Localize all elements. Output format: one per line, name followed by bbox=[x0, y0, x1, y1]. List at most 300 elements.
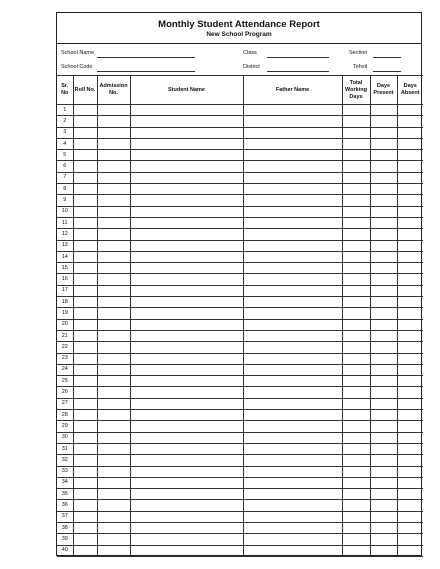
header-divider bbox=[57, 43, 421, 44]
total-working-days-cell[interactable] bbox=[342, 274, 370, 285]
father-name-cell[interactable] bbox=[243, 319, 342, 330]
father-name-cell[interactable] bbox=[243, 342, 342, 353]
roll-no-cell[interactable] bbox=[73, 545, 97, 556]
days-absent-cell[interactable] bbox=[397, 364, 423, 375]
days-present-cell[interactable] bbox=[370, 206, 397, 217]
student-name-cell[interactable] bbox=[130, 274, 243, 285]
student-name-cell[interactable] bbox=[130, 297, 243, 308]
table-row bbox=[57, 161, 423, 172]
father-name-cell[interactable] bbox=[243, 195, 342, 206]
total-working-days-cell[interactable] bbox=[342, 319, 370, 330]
admission-no-cell[interactable] bbox=[97, 443, 130, 454]
father-name-cell[interactable] bbox=[243, 534, 342, 545]
student-name-cell[interactable] bbox=[130, 522, 243, 533]
admission-no-cell[interactable] bbox=[97, 342, 130, 353]
days-present-cell[interactable] bbox=[370, 364, 397, 375]
father-name-cell[interactable] bbox=[243, 127, 342, 138]
total-working-days-cell[interactable] bbox=[342, 127, 370, 138]
days-absent-cell[interactable] bbox=[397, 455, 423, 466]
roll-no-cell[interactable] bbox=[73, 240, 97, 251]
student-name-cell[interactable] bbox=[130, 127, 243, 138]
total-working-days-cell[interactable] bbox=[342, 116, 370, 127]
father-name-cell[interactable] bbox=[243, 138, 342, 149]
admission-no-cell[interactable] bbox=[97, 184, 130, 195]
days-present-cell[interactable] bbox=[370, 172, 397, 183]
student-name-cell[interactable] bbox=[130, 443, 243, 454]
days-present-cell[interactable] bbox=[370, 116, 397, 127]
days-absent-cell[interactable] bbox=[397, 240, 423, 251]
days-absent-cell[interactable] bbox=[397, 308, 423, 319]
father-name-cell[interactable] bbox=[243, 500, 342, 511]
days-present-cell[interactable] bbox=[370, 545, 397, 556]
admission-no-cell[interactable] bbox=[97, 330, 130, 341]
days-absent-cell[interactable] bbox=[397, 319, 423, 330]
father-name-cell[interactable] bbox=[243, 353, 342, 364]
days-absent-cell[interactable] bbox=[397, 138, 423, 149]
student-name-cell[interactable] bbox=[130, 432, 243, 443]
roll-no-cell[interactable] bbox=[73, 522, 97, 533]
admission-no-cell[interactable] bbox=[97, 195, 130, 206]
admission-no-cell[interactable] bbox=[97, 398, 130, 409]
roll-no-cell[interactable] bbox=[73, 297, 97, 308]
roll-no-cell[interactable] bbox=[73, 127, 97, 138]
student-name-cell[interactable] bbox=[130, 489, 243, 500]
admission-no-cell[interactable] bbox=[97, 534, 130, 545]
days-absent-cell[interactable] bbox=[397, 534, 423, 545]
days-absent-cell[interactable] bbox=[397, 184, 423, 195]
roll-no-cell[interactable] bbox=[73, 477, 97, 488]
father-name-cell[interactable] bbox=[243, 330, 342, 341]
student-name-cell[interactable] bbox=[130, 500, 243, 511]
total-working-days-cell[interactable] bbox=[342, 184, 370, 195]
table-row bbox=[57, 455, 423, 466]
school-code-field[interactable] bbox=[97, 71, 195, 72]
days-present-cell[interactable] bbox=[370, 150, 397, 161]
father-name-cell[interactable] bbox=[243, 308, 342, 319]
days-present-cell[interactable] bbox=[370, 376, 397, 387]
days-absent-cell[interactable] bbox=[397, 398, 423, 409]
total-working-days-cell[interactable] bbox=[342, 217, 370, 228]
father-name-cell[interactable] bbox=[243, 466, 342, 477]
days-absent-cell[interactable] bbox=[397, 477, 423, 488]
roll-no-cell[interactable] bbox=[73, 410, 97, 421]
total-working-days-cell[interactable] bbox=[342, 330, 370, 341]
days-absent-cell[interactable] bbox=[397, 421, 423, 432]
table-row bbox=[57, 342, 423, 353]
days-absent-cell[interactable] bbox=[397, 545, 423, 556]
total-working-days-cell[interactable] bbox=[342, 251, 370, 262]
days-present-cell[interactable] bbox=[370, 534, 397, 545]
days-present-cell[interactable] bbox=[370, 263, 397, 274]
admission-no-cell[interactable] bbox=[97, 161, 130, 172]
father-name-cell[interactable] bbox=[243, 511, 342, 522]
roll-no-cell[interactable] bbox=[73, 443, 97, 454]
days-present-cell[interactable] bbox=[370, 410, 397, 421]
sr-no-cell: 38 bbox=[57, 522, 73, 533]
total-working-days-cell[interactable] bbox=[342, 466, 370, 477]
days-absent-cell[interactable] bbox=[397, 206, 423, 217]
days-absent-cell[interactable] bbox=[397, 500, 423, 511]
student-name-cell[interactable] bbox=[130, 330, 243, 341]
student-name-cell[interactable] bbox=[130, 184, 243, 195]
roll-no-cell[interactable] bbox=[73, 319, 97, 330]
days-present-cell[interactable] bbox=[370, 342, 397, 353]
total-working-days-cell[interactable] bbox=[342, 432, 370, 443]
student-name-cell[interactable] bbox=[130, 410, 243, 421]
total-working-days-cell[interactable] bbox=[342, 172, 370, 183]
total-working-days-cell[interactable] bbox=[342, 398, 370, 409]
admission-no-cell[interactable] bbox=[97, 138, 130, 149]
student-name-cell[interactable] bbox=[130, 466, 243, 477]
student-name-cell[interactable] bbox=[130, 353, 243, 364]
admission-no-cell[interactable] bbox=[97, 387, 130, 398]
total-working-days-cell[interactable] bbox=[342, 353, 370, 364]
student-name-cell[interactable] bbox=[130, 342, 243, 353]
days-present-cell[interactable] bbox=[370, 105, 397, 116]
days-present-cell[interactable] bbox=[370, 217, 397, 228]
total-working-days-cell[interactable] bbox=[342, 545, 370, 556]
roll-no-cell[interactable] bbox=[73, 421, 97, 432]
father-name-cell[interactable] bbox=[243, 274, 342, 285]
total-working-days-cell[interactable] bbox=[342, 376, 370, 387]
admission-no-cell[interactable] bbox=[97, 285, 130, 296]
days-absent-cell[interactable] bbox=[397, 443, 423, 454]
student-name-cell[interactable] bbox=[130, 161, 243, 172]
days-absent-cell[interactable] bbox=[397, 489, 423, 500]
student-name-cell[interactable] bbox=[130, 477, 243, 488]
total-working-days-cell[interactable] bbox=[342, 150, 370, 161]
student-name-cell[interactable] bbox=[130, 285, 243, 296]
father-name-cell[interactable] bbox=[243, 150, 342, 161]
father-name-cell[interactable] bbox=[243, 184, 342, 195]
total-working-days-cell[interactable] bbox=[342, 489, 370, 500]
father-name-cell[interactable] bbox=[243, 105, 342, 116]
days-absent-cell[interactable] bbox=[397, 342, 423, 353]
days-absent-cell[interactable] bbox=[397, 195, 423, 206]
student-name-cell[interactable] bbox=[130, 172, 243, 183]
student-name-cell[interactable] bbox=[130, 206, 243, 217]
father-name-cell[interactable] bbox=[243, 443, 342, 454]
days-absent-cell[interactable] bbox=[397, 161, 423, 172]
father-name-cell[interactable] bbox=[243, 263, 342, 274]
days-present-cell[interactable] bbox=[370, 443, 397, 454]
admission-no-cell[interactable] bbox=[97, 240, 130, 251]
total-working-days-cell[interactable] bbox=[342, 195, 370, 206]
total-working-days-cell[interactable] bbox=[342, 443, 370, 454]
admission-no-cell[interactable] bbox=[97, 116, 130, 127]
days-present-cell[interactable] bbox=[370, 500, 397, 511]
admission-no-cell[interactable] bbox=[97, 432, 130, 443]
father-name-cell[interactable] bbox=[243, 116, 342, 127]
father-name-cell[interactable] bbox=[243, 297, 342, 308]
father-name-cell[interactable] bbox=[243, 410, 342, 421]
total-working-days-cell[interactable] bbox=[342, 387, 370, 398]
student-name-cell[interactable] bbox=[130, 138, 243, 149]
roll-no-cell[interactable] bbox=[73, 274, 97, 285]
days-absent-cell[interactable] bbox=[397, 251, 423, 262]
days-absent-cell[interactable] bbox=[397, 432, 423, 443]
father-name-cell[interactable] bbox=[243, 455, 342, 466]
table-row bbox=[57, 466, 423, 477]
total-working-days-cell[interactable] bbox=[342, 534, 370, 545]
roll-no-cell[interactable] bbox=[73, 387, 97, 398]
admission-no-cell[interactable] bbox=[97, 466, 130, 477]
roll-no-cell[interactable] bbox=[73, 500, 97, 511]
roll-no-cell[interactable] bbox=[73, 116, 97, 127]
student-name-cell[interactable] bbox=[130, 308, 243, 319]
days-present-cell[interactable] bbox=[370, 477, 397, 488]
roll-no-cell[interactable] bbox=[73, 195, 97, 206]
roll-no-cell[interactable] bbox=[73, 285, 97, 296]
father-name-cell[interactable] bbox=[243, 432, 342, 443]
days-present-cell[interactable] bbox=[370, 455, 397, 466]
total-working-days-cell[interactable] bbox=[342, 240, 370, 251]
father-name-cell[interactable] bbox=[243, 398, 342, 409]
days-present-cell[interactable] bbox=[370, 161, 397, 172]
father-name-cell[interactable] bbox=[243, 545, 342, 556]
days-present-cell[interactable] bbox=[370, 319, 397, 330]
student-name-cell[interactable] bbox=[130, 398, 243, 409]
days-present-cell[interactable] bbox=[370, 466, 397, 477]
admission-no-cell[interactable] bbox=[97, 150, 130, 161]
admission-no-cell[interactable] bbox=[97, 172, 130, 183]
days-absent-cell[interactable] bbox=[397, 127, 423, 138]
student-name-cell[interactable] bbox=[130, 116, 243, 127]
father-name-cell[interactable] bbox=[243, 206, 342, 217]
father-name-cell[interactable] bbox=[243, 522, 342, 533]
days-present-cell[interactable] bbox=[370, 297, 397, 308]
roll-no-cell[interactable] bbox=[73, 229, 97, 240]
student-name-cell[interactable] bbox=[130, 387, 243, 398]
father-name-cell[interactable] bbox=[243, 421, 342, 432]
table-row bbox=[57, 477, 423, 488]
roll-no-cell[interactable] bbox=[73, 364, 97, 375]
admission-no-cell[interactable] bbox=[97, 477, 130, 488]
father-name-cell[interactable] bbox=[243, 285, 342, 296]
days-absent-cell[interactable] bbox=[397, 376, 423, 387]
roll-no-cell[interactable] bbox=[73, 398, 97, 409]
father-name-cell[interactable] bbox=[243, 387, 342, 398]
student-name-cell[interactable] bbox=[130, 195, 243, 206]
student-name-cell[interactable] bbox=[130, 364, 243, 375]
roll-no-cell[interactable] bbox=[73, 206, 97, 217]
student-name-cell[interactable] bbox=[130, 319, 243, 330]
admission-no-cell[interactable] bbox=[97, 455, 130, 466]
roll-no-cell[interactable] bbox=[73, 455, 97, 466]
admission-no-cell[interactable] bbox=[97, 489, 130, 500]
father-name-cell[interactable] bbox=[243, 172, 342, 183]
roll-no-cell[interactable] bbox=[73, 263, 97, 274]
days-absent-cell[interactable] bbox=[397, 511, 423, 522]
days-absent-cell[interactable] bbox=[397, 116, 423, 127]
roll-no-cell[interactable] bbox=[73, 511, 97, 522]
total-working-days-cell[interactable] bbox=[342, 342, 370, 353]
days-present-cell[interactable] bbox=[370, 240, 397, 251]
father-name-cell[interactable] bbox=[243, 477, 342, 488]
roll-no-cell[interactable] bbox=[73, 172, 97, 183]
days-absent-cell[interactable] bbox=[397, 466, 423, 477]
tehsil-label: Tehsil bbox=[353, 64, 368, 70]
days-present-cell[interactable] bbox=[370, 432, 397, 443]
total-working-days-cell[interactable] bbox=[342, 308, 370, 319]
student-name-cell[interactable] bbox=[130, 534, 243, 545]
admission-no-cell[interactable] bbox=[97, 206, 130, 217]
total-working-days-cell[interactable] bbox=[342, 263, 370, 274]
days-absent-cell[interactable] bbox=[397, 410, 423, 421]
student-name-cell[interactable] bbox=[130, 229, 243, 240]
admission-no-cell[interactable] bbox=[97, 545, 130, 556]
days-present-cell[interactable] bbox=[370, 511, 397, 522]
admission-no-cell[interactable] bbox=[97, 353, 130, 364]
days-present-cell[interactable] bbox=[370, 184, 397, 195]
days-present-cell[interactable] bbox=[370, 330, 397, 341]
roll-no-cell[interactable] bbox=[73, 432, 97, 443]
student-name-cell[interactable] bbox=[130, 251, 243, 262]
total-working-days-cell[interactable] bbox=[342, 105, 370, 116]
student-name-cell[interactable] bbox=[130, 455, 243, 466]
father-name-cell[interactable] bbox=[243, 217, 342, 228]
father-name-cell[interactable] bbox=[243, 364, 342, 375]
total-working-days-cell[interactable] bbox=[342, 421, 370, 432]
admission-no-cell[interactable] bbox=[97, 511, 130, 522]
days-present-cell[interactable] bbox=[370, 138, 397, 149]
father-name-cell[interactable] bbox=[243, 251, 342, 262]
days-absent-cell[interactable] bbox=[397, 263, 423, 274]
sr-no-cell: 6 bbox=[57, 161, 73, 172]
days-absent-cell[interactable] bbox=[397, 522, 423, 533]
total-working-days-cell[interactable] bbox=[342, 161, 370, 172]
total-working-days-cell[interactable] bbox=[342, 138, 370, 149]
total-working-days-cell[interactable] bbox=[342, 206, 370, 217]
admission-no-cell[interactable] bbox=[97, 127, 130, 138]
roll-no-cell[interactable] bbox=[73, 466, 97, 477]
days-present-cell[interactable] bbox=[370, 127, 397, 138]
days-present-cell[interactable] bbox=[370, 274, 397, 285]
table-row bbox=[57, 353, 423, 364]
father-name-cell[interactable] bbox=[243, 376, 342, 387]
district-field[interactable] bbox=[267, 71, 329, 72]
days-absent-cell[interactable] bbox=[397, 172, 423, 183]
student-name-cell[interactable] bbox=[130, 511, 243, 522]
total-working-days-cell[interactable] bbox=[342, 477, 370, 488]
student-name-cell[interactable] bbox=[130, 376, 243, 387]
roll-no-cell[interactable] bbox=[73, 376, 97, 387]
days-present-cell[interactable] bbox=[370, 522, 397, 533]
admission-no-cell[interactable] bbox=[97, 251, 130, 262]
roll-no-cell[interactable] bbox=[73, 105, 97, 116]
roll-no-cell[interactable] bbox=[73, 330, 97, 341]
admission-no-cell[interactable] bbox=[97, 274, 130, 285]
student-name-cell[interactable] bbox=[130, 217, 243, 228]
roll-no-cell[interactable] bbox=[73, 308, 97, 319]
roll-no-cell[interactable] bbox=[73, 150, 97, 161]
roll-no-cell[interactable] bbox=[73, 251, 97, 262]
admission-no-cell[interactable] bbox=[97, 364, 130, 375]
days-present-cell[interactable] bbox=[370, 353, 397, 364]
col-days-present: Days Present bbox=[370, 76, 397, 105]
total-working-days-cell[interactable] bbox=[342, 297, 370, 308]
admission-no-cell[interactable] bbox=[97, 105, 130, 116]
days-present-cell[interactable] bbox=[370, 489, 397, 500]
admission-no-cell[interactable] bbox=[97, 522, 130, 533]
days-absent-cell[interactable] bbox=[397, 285, 423, 296]
days-absent-cell[interactable] bbox=[397, 229, 423, 240]
days-absent-cell[interactable] bbox=[397, 217, 423, 228]
days-present-cell[interactable] bbox=[370, 387, 397, 398]
roll-no-cell[interactable] bbox=[73, 534, 97, 545]
roll-no-cell[interactable] bbox=[73, 184, 97, 195]
admission-no-cell[interactable] bbox=[97, 410, 130, 421]
roll-no-cell[interactable] bbox=[73, 342, 97, 353]
sr-no-cell: 1 bbox=[57, 105, 73, 116]
sr-no-cell: 13 bbox=[57, 240, 73, 251]
admission-no-cell[interactable] bbox=[97, 297, 130, 308]
student-name-cell[interactable] bbox=[130, 150, 243, 161]
father-name-cell[interactable] bbox=[243, 229, 342, 240]
roll-no-cell[interactable] bbox=[73, 217, 97, 228]
father-name-cell[interactable] bbox=[243, 240, 342, 251]
father-name-cell[interactable] bbox=[243, 489, 342, 500]
total-working-days-cell[interactable] bbox=[342, 410, 370, 421]
total-working-days-cell[interactable] bbox=[342, 511, 370, 522]
days-absent-cell[interactable] bbox=[397, 105, 423, 116]
admission-no-cell[interactable] bbox=[97, 376, 130, 387]
admission-no-cell[interactable] bbox=[97, 500, 130, 511]
days-present-cell[interactable] bbox=[370, 229, 397, 240]
total-working-days-cell[interactable] bbox=[342, 500, 370, 511]
days-present-cell[interactable] bbox=[370, 251, 397, 262]
days-present-cell[interactable] bbox=[370, 195, 397, 206]
student-name-cell[interactable] bbox=[130, 105, 243, 116]
admission-no-cell[interactable] bbox=[97, 319, 130, 330]
admission-no-cell[interactable] bbox=[97, 308, 130, 319]
father-name-cell[interactable] bbox=[243, 161, 342, 172]
days-present-cell[interactable] bbox=[370, 421, 397, 432]
student-name-cell[interactable] bbox=[130, 240, 243, 251]
total-working-days-cell[interactable] bbox=[342, 285, 370, 296]
total-working-days-cell[interactable] bbox=[342, 229, 370, 240]
student-name-cell[interactable] bbox=[130, 545, 243, 556]
student-name-cell[interactable] bbox=[130, 421, 243, 432]
days-absent-cell[interactable] bbox=[397, 353, 423, 364]
roll-no-cell[interactable] bbox=[73, 138, 97, 149]
days-absent-cell[interactable] bbox=[397, 387, 423, 398]
total-working-days-cell[interactable] bbox=[342, 522, 370, 533]
total-working-days-cell[interactable] bbox=[342, 364, 370, 375]
admission-no-cell[interactable] bbox=[97, 421, 130, 432]
section-field[interactable] bbox=[373, 57, 401, 58]
class-field[interactable] bbox=[267, 57, 329, 58]
days-absent-cell[interactable] bbox=[397, 274, 423, 285]
student-name-cell[interactable] bbox=[130, 263, 243, 274]
days-present-cell[interactable] bbox=[370, 398, 397, 409]
tehsil-field[interactable] bbox=[373, 71, 401, 72]
admission-no-cell[interactable] bbox=[97, 263, 130, 274]
days-present-cell[interactable] bbox=[370, 285, 397, 296]
days-absent-cell[interactable] bbox=[397, 297, 423, 308]
days-present-cell[interactable] bbox=[370, 308, 397, 319]
sr-no-cell: 14 bbox=[57, 251, 73, 262]
roll-no-cell[interactable] bbox=[73, 353, 97, 364]
total-working-days-cell[interactable] bbox=[342, 455, 370, 466]
roll-no-cell[interactable] bbox=[73, 161, 97, 172]
days-absent-cell[interactable] bbox=[397, 330, 423, 341]
admission-no-cell[interactable] bbox=[97, 229, 130, 240]
school-name-field[interactable] bbox=[97, 57, 195, 58]
admission-no-cell[interactable] bbox=[97, 217, 130, 228]
days-absent-cell[interactable] bbox=[397, 150, 423, 161]
roll-no-cell[interactable] bbox=[73, 489, 97, 500]
